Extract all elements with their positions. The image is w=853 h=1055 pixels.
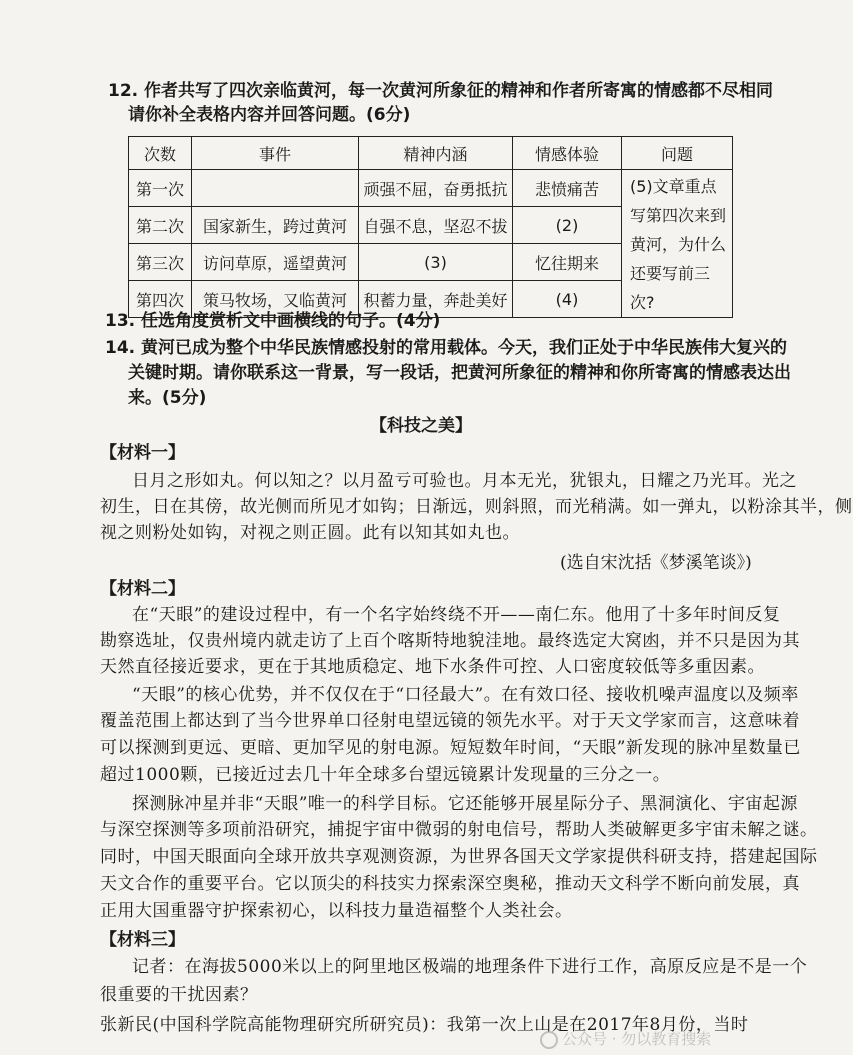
material-2-line: 天然直径接近要求，更在于其地质稳定、地下水条件可控、人口密度较低等多重因素。 — [100, 657, 765, 677]
material-2-line: 勘察选址，仅贵州境内就走访了上百个喀斯特地貌洼地。最终选定大窝凼，并不只是因为其 — [100, 631, 800, 651]
material-2-line: 覆盖范围上都达到了当今世界单口径射电望远镜的领先水平。对于天文学家而言，这意味着 — [100, 711, 800, 731]
row-count: 第四次 — [129, 281, 192, 318]
wechat-icon — [540, 1031, 558, 1049]
row-event: 策马牧场，又临黄河 — [192, 281, 359, 318]
problem-line: 写第四次来到 — [630, 206, 727, 225]
material-3-line: 记者：在海拔5000米以上的阿里地区极端的地理条件下进行工作，高原反应是不是一个 — [132, 957, 808, 977]
row-event: 访问草原，遥望黄河 — [192, 244, 359, 281]
q14-line2: 关键时期。请你联系这一背景，写一段话，把黄河所象征的精神和你所寄寓的情感表达出 — [128, 363, 791, 383]
watermark — [540, 1028, 731, 1055]
material-2-line: 同时，中国天眼面向全球开放共享观测资源，为世界各国天文学家提供科研支持，搭建起国际 — [100, 847, 818, 867]
table-row — [129, 170, 733, 207]
material-2-line: 天文合作的重要平台。它以顶尖的科技实力探索深空奥秘，推动天文科学不断向前发展，真 — [100, 874, 800, 894]
material-1-label: 【材料一】 — [100, 443, 185, 463]
material-1-line: 初生，日在其傍，故光侧而所见才如钩；日渐远，则斜照，而光稍满。如一弹丸，以粉涂其半，侧 — [100, 497, 853, 517]
q12-line2: 请你补全表格内容并回答问题。(6分) — [128, 105, 411, 125]
material-2-line: 超过1000颗，已接近过去几十年全球多台望远镜累计发现量的三分之一。 — [100, 765, 671, 785]
q14-line1: 14. 黄河已成为整个中华民族情感投射的常用载体。今天，我们正处于中华民族伟大复兴的 — [105, 338, 788, 358]
header-event: 事件 — [192, 137, 359, 170]
material-1-line: 日月之形如丸。何以知之？以月盈亏可验也。月本无光，犹银丸，日耀之乃光耳。光之 — [132, 471, 797, 491]
problem-line: 还要写前三 — [630, 264, 711, 283]
material-3-line: 张新民(中国科学院高能物理研究所研究员)：我第一次上山是在2017年8月份，当时 — [100, 1015, 749, 1035]
row-spirit: 自强不息，坚忍不拔 — [359, 207, 513, 244]
row-count: 第一次 — [129, 170, 192, 207]
row-spirit: 顽强不屈，奋勇抵抗 — [359, 170, 513, 207]
problem-line: 次? — [630, 293, 655, 312]
watermark-text: 公众号 · 勿以教育搜索 — [562, 1030, 712, 1048]
material-2-line: 在“天眼”的建设过程中，有一个名字始终绕不开——南仁东。他用了十多年时间反复 — [132, 605, 781, 625]
material-2-line: 可以探测到更远、更暗、更加罕见的射电源。短短数年时间，“天眼”新发现的脉冲星数量已 — [100, 738, 801, 758]
row-emotion: (4) — [513, 281, 622, 318]
header-emotion: 情感体验 — [513, 137, 622, 170]
q14-line3: 来。(5分) — [128, 388, 207, 408]
q12-line1: 12. 作者共写了四次亲临黄河，每一次黄河所象征的精神和作者所寄寓的情感都不尽相同 — [108, 81, 774, 101]
header-count: 次数 — [129, 137, 192, 170]
row-spirit: (3) — [359, 244, 513, 281]
row-count: 第三次 — [129, 244, 192, 281]
row-event — [192, 170, 359, 207]
material-2-line: 探测脉冲星并非“天眼”唯一的科学目标。它还能够开展星际分子、黑洞演化、宇宙起源 — [132, 794, 798, 814]
q13-text: 13. 任选角度赏析文中画横线的句子。(4分) — [105, 311, 441, 331]
material-2-label: 【材料二】 — [100, 579, 185, 599]
problem-line: (5)文章重点 — [630, 177, 717, 196]
problem-line: 黄河，为什么 — [630, 235, 727, 254]
material-1-source: (选自宋沈括《梦溪笔谈》) — [560, 553, 752, 573]
material-2-line: 正用大国重器守护探索初心，以科技力量造福整个人类社会。 — [100, 901, 573, 921]
row-spirit: 积蓄力量，奔赴美好 — [359, 281, 513, 318]
material-3-label: 【材料三】 — [100, 930, 185, 950]
row-emotion: (2) — [513, 207, 622, 244]
row-count: 第二次 — [129, 207, 192, 244]
row-emotion: 忆往期来 — [513, 244, 622, 281]
row-event: 国家新生，跨过黄河 — [192, 207, 359, 244]
row-emotion: 悲愤痛苦 — [513, 170, 622, 207]
section-title: 【科技之美】 — [370, 416, 472, 436]
q12-table — [128, 136, 733, 318]
material-1-line: 视之则粉处如钩，对视之则正圆。此有以知其如丸也。 — [100, 523, 520, 543]
header-spirit: 精神内涵 — [359, 137, 513, 170]
table-header-row — [129, 137, 733, 170]
material-2-line: 与深空探测等多项前沿研究，捕捉宇宙中微弱的射电信号，帮助人类破解更多宇宙未解之谜。 — [100, 820, 818, 840]
material-3-line: 很重要的干扰因素？ — [100, 985, 258, 1005]
material-2-line: “天眼”的核心优势，并不仅仅在于“口径最大”。在有效口径、接收机噪声温度以及频率 — [132, 685, 799, 705]
header-problem: 问题 — [622, 137, 733, 170]
problem-cell — [622, 170, 733, 318]
